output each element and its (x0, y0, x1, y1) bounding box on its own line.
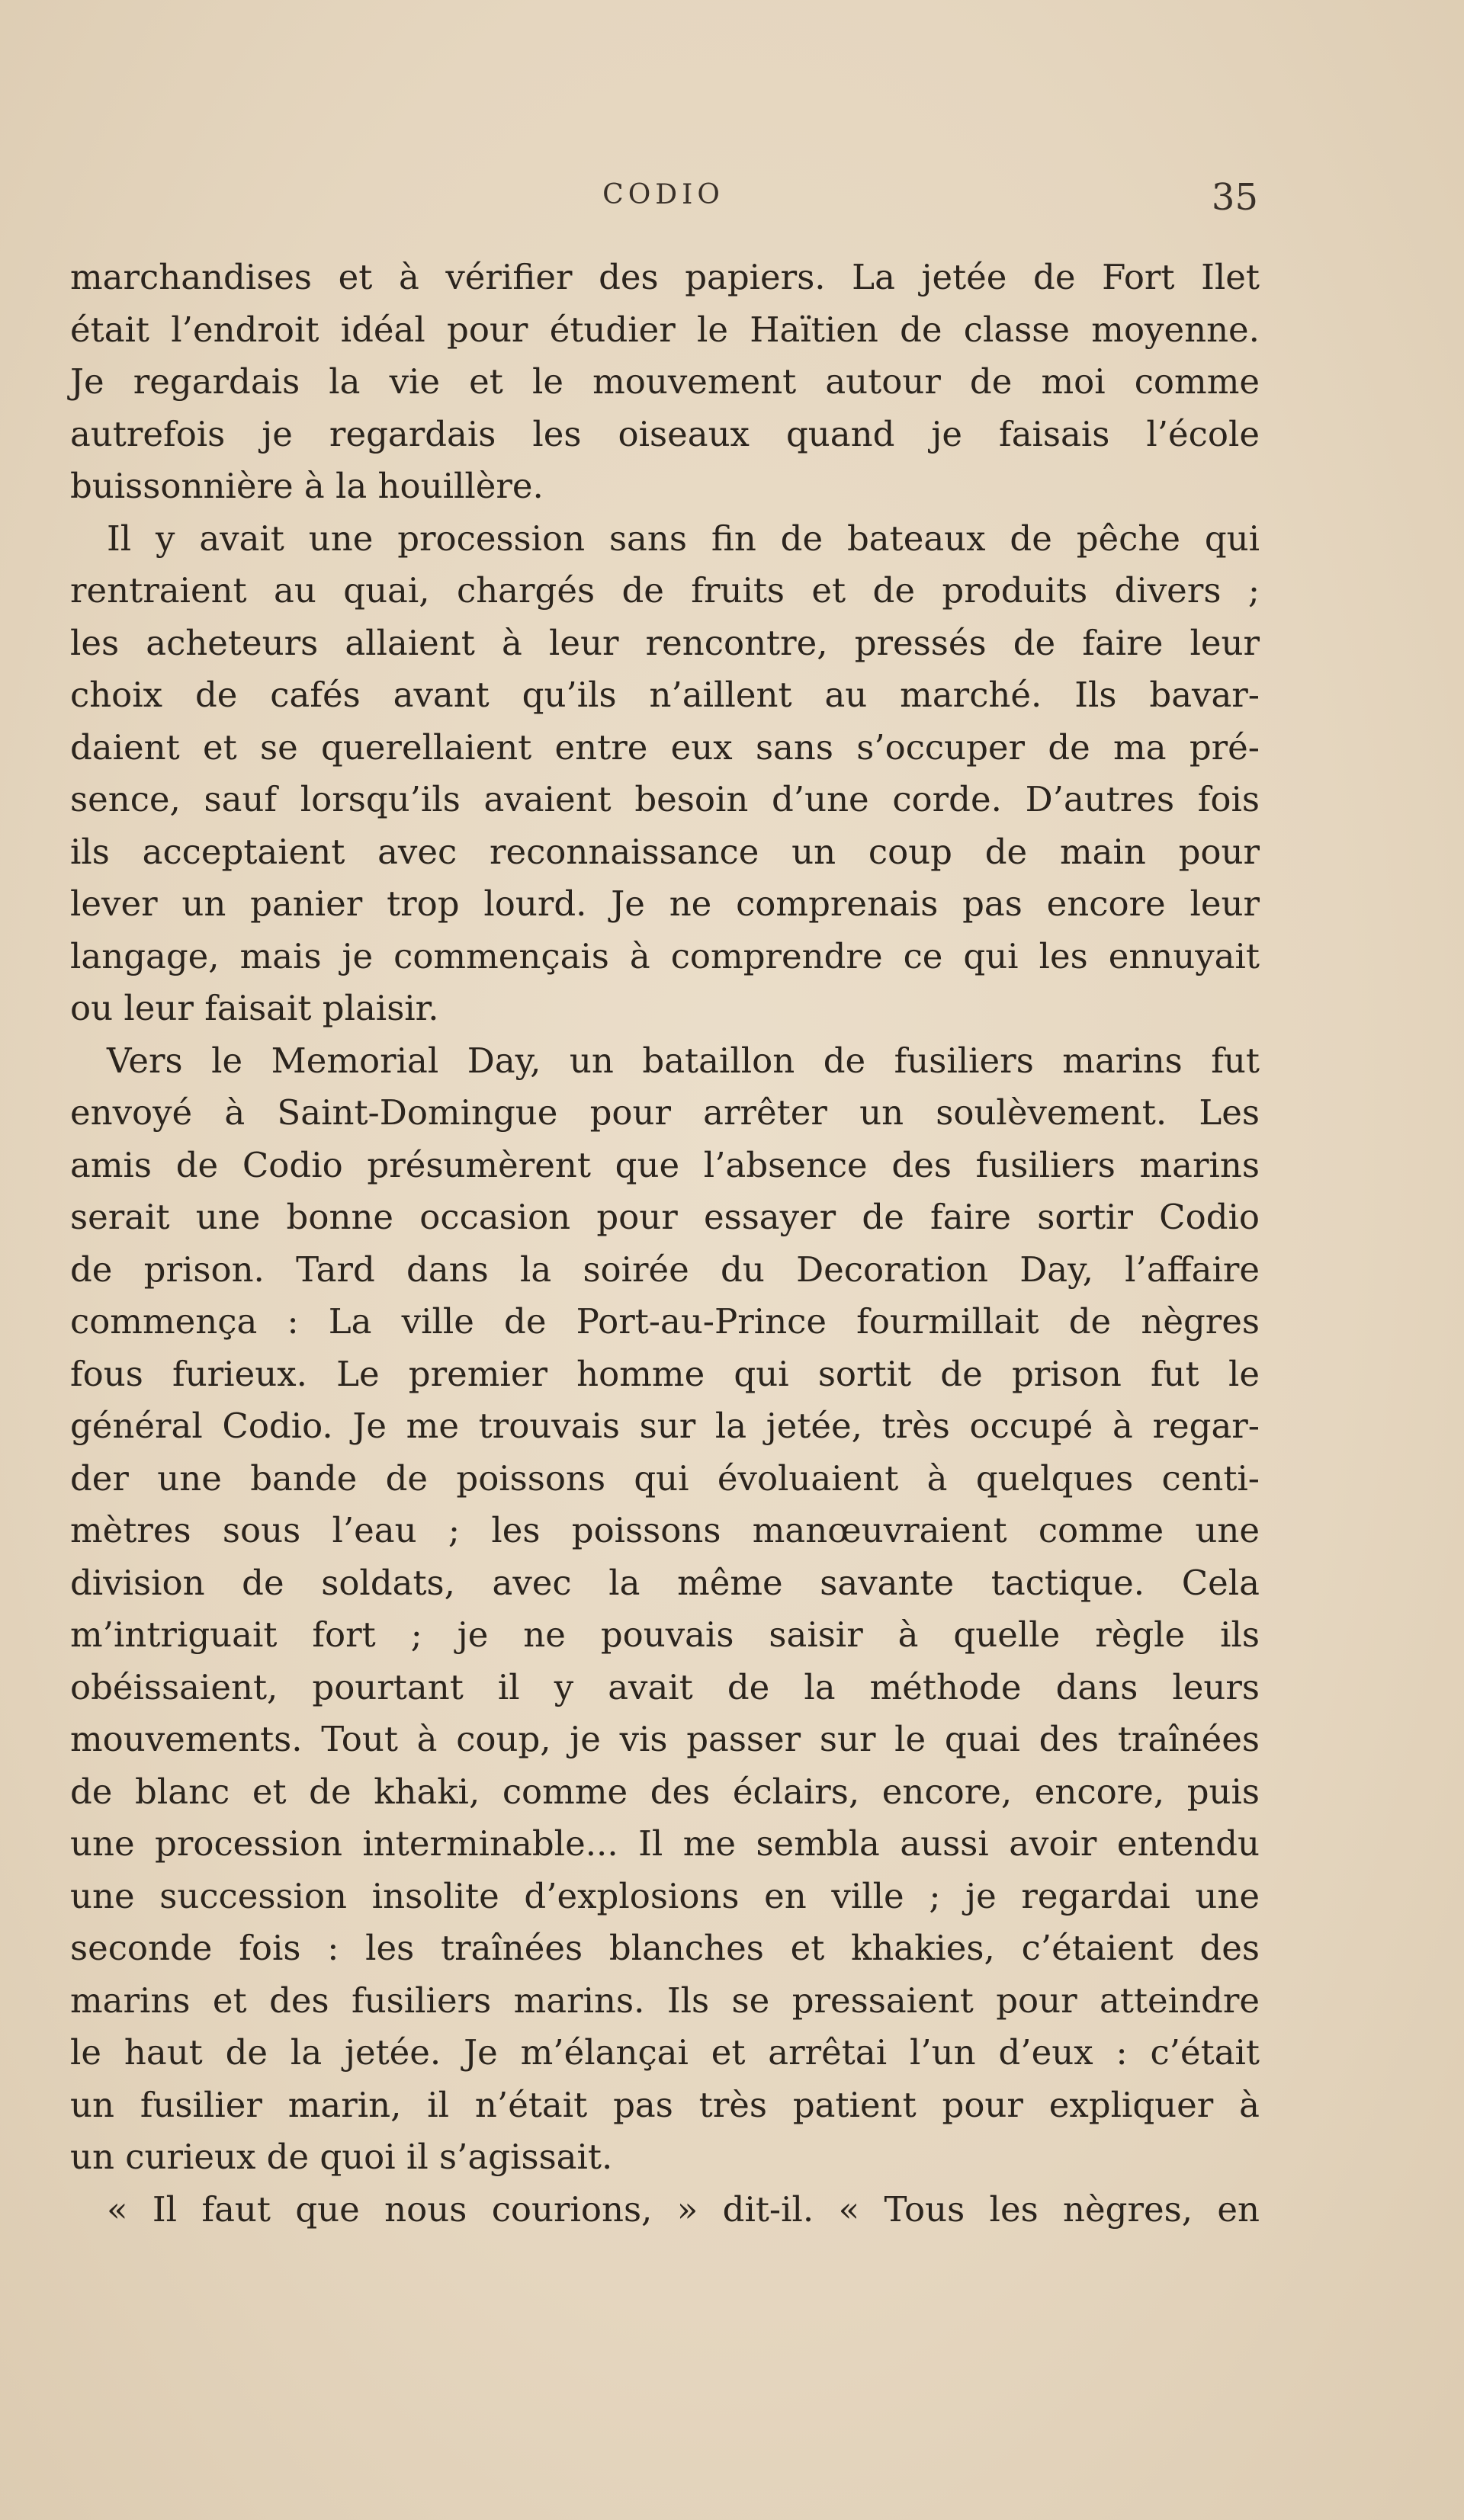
text-line: amis de Codio présumèrent que l’absence des fusiliers marins (70, 1144, 1260, 1185)
text-line: commença : La ville de Port-au-Prince fourmillait de nègres (70, 1301, 1260, 1342)
text-line: daient et se querellaient entre eux sans s’occuper de ma pré- (70, 726, 1260, 768)
text-line: serait une bonne occasion pour essayer de faire sortir Codio (70, 1197, 1260, 1237)
paragraph (70, 513, 1260, 1035)
text-line: der une bande de poissons qui évoluaient à quelques centi- (70, 1457, 1260, 1499)
text-line: buissonnière à la houillère. (70, 466, 544, 506)
text-line: marins et des fusiliers marins. Ils se pressaient pour atteindre (70, 1980, 1260, 2021)
text-line: obéissaient, pourtant il y avait de la méthode dans leurs (70, 1666, 1260, 1707)
text-line: autrefois je regardais les oiseaux quand je faisais l’école (70, 413, 1260, 454)
text-line: m’intriguait fort ; je ne pouvais saisir à quelle règle ils (70, 1614, 1260, 1655)
text-line: langage, mais je commençais à comprendre ce qui les ennuyait (70, 935, 1260, 976)
text-line: une succession insolite d’explosions en ville ; je regardai une (70, 1875, 1260, 1916)
text-line: sence, sauf lorsqu’ils avaient besoin d’une corde. D’autres fois (70, 779, 1260, 819)
text-line: choix de cafés avant qu’ils n’aillent au marché. Ils bavar- (70, 675, 1260, 715)
text-line: les acheteurs allaient à leur rencontre, pressés de faire leur (70, 622, 1260, 663)
text-line: était l’endroit idéal pour étudier le Haïtien de classe moyenne. (70, 309, 1260, 350)
text-line: rentraient au quai, chargés de fruits et de produits divers ; (70, 570, 1260, 611)
text-line: ou leur faisait plaisir. (70, 988, 439, 1028)
text-line: général Codio. Je me trouvais sur la jetée, très occupé à regar- (70, 1406, 1260, 1446)
text-line: un curieux de quoi il s’agissait. (70, 2137, 613, 2177)
page-number: 35 (1211, 176, 1258, 219)
text-line: une procession interminable... Il me sembla aussi avoir entendu (70, 1823, 1260, 1864)
paragraph (70, 2184, 1260, 2236)
running-title: CODIO (602, 179, 724, 210)
text-line: un fusilier marin, il n’était pas très patient pour expliquer à (70, 2084, 1260, 2125)
running-head (69, 172, 1258, 217)
text-line: mouvements. Tout à coup, je vis passer sur le quai des traînées (70, 1719, 1260, 1759)
text-line: ils acceptaient avec reconnaissance un coup de main pour (70, 831, 1260, 872)
text-line: lever un panier trop lourd. Je ne comprenais pas encore leur (70, 883, 1260, 924)
text-line: marchandises et à vérifier des papiers. La jetée de Fort Ilet (70, 257, 1260, 297)
text-line: « Il faut que nous courions, » dit-il. « Tous les nègres, en (107, 2188, 1260, 2230)
body-text (70, 252, 1260, 2236)
text-line: Il y avait une procession sans fin de bateaux de pêche qui (107, 518, 1260, 559)
text-line: division de soldats, avec la même savante tactique. Cela (70, 1562, 1260, 1603)
text-line: Vers le Memorial Day, un bataillon de fusiliers marins fut (107, 1040, 1260, 1081)
text-line: de blanc et de khaki, comme des éclairs, encore, encore, puis (70, 1771, 1260, 1812)
text-line: de prison. Tard dans la soirée du Decoration Day, l’affaire (70, 1249, 1260, 1290)
paragraph (70, 252, 1260, 513)
paragraph (70, 1035, 1260, 2184)
text-line: mètres sous l’eau ; les poissons manœuvraient comme une (70, 1510, 1260, 1550)
text-line: Je regardais la vie et le mouvement autour de moi comme (70, 361, 1260, 402)
text-line: le haut de la jetée. Je m’élançai et arrêtai l’un d’eux : c’était (70, 2032, 1260, 2073)
text-line: seconde fois : les traînées blanches et khakies, c’étaient des (70, 1928, 1260, 1968)
text-line: envoyé à Saint-Domingue pour arrêter un soulèvement. Les (70, 1092, 1260, 1133)
text-line: fous furieux. Le premier homme qui sortit de prison fut le (70, 1353, 1260, 1394)
